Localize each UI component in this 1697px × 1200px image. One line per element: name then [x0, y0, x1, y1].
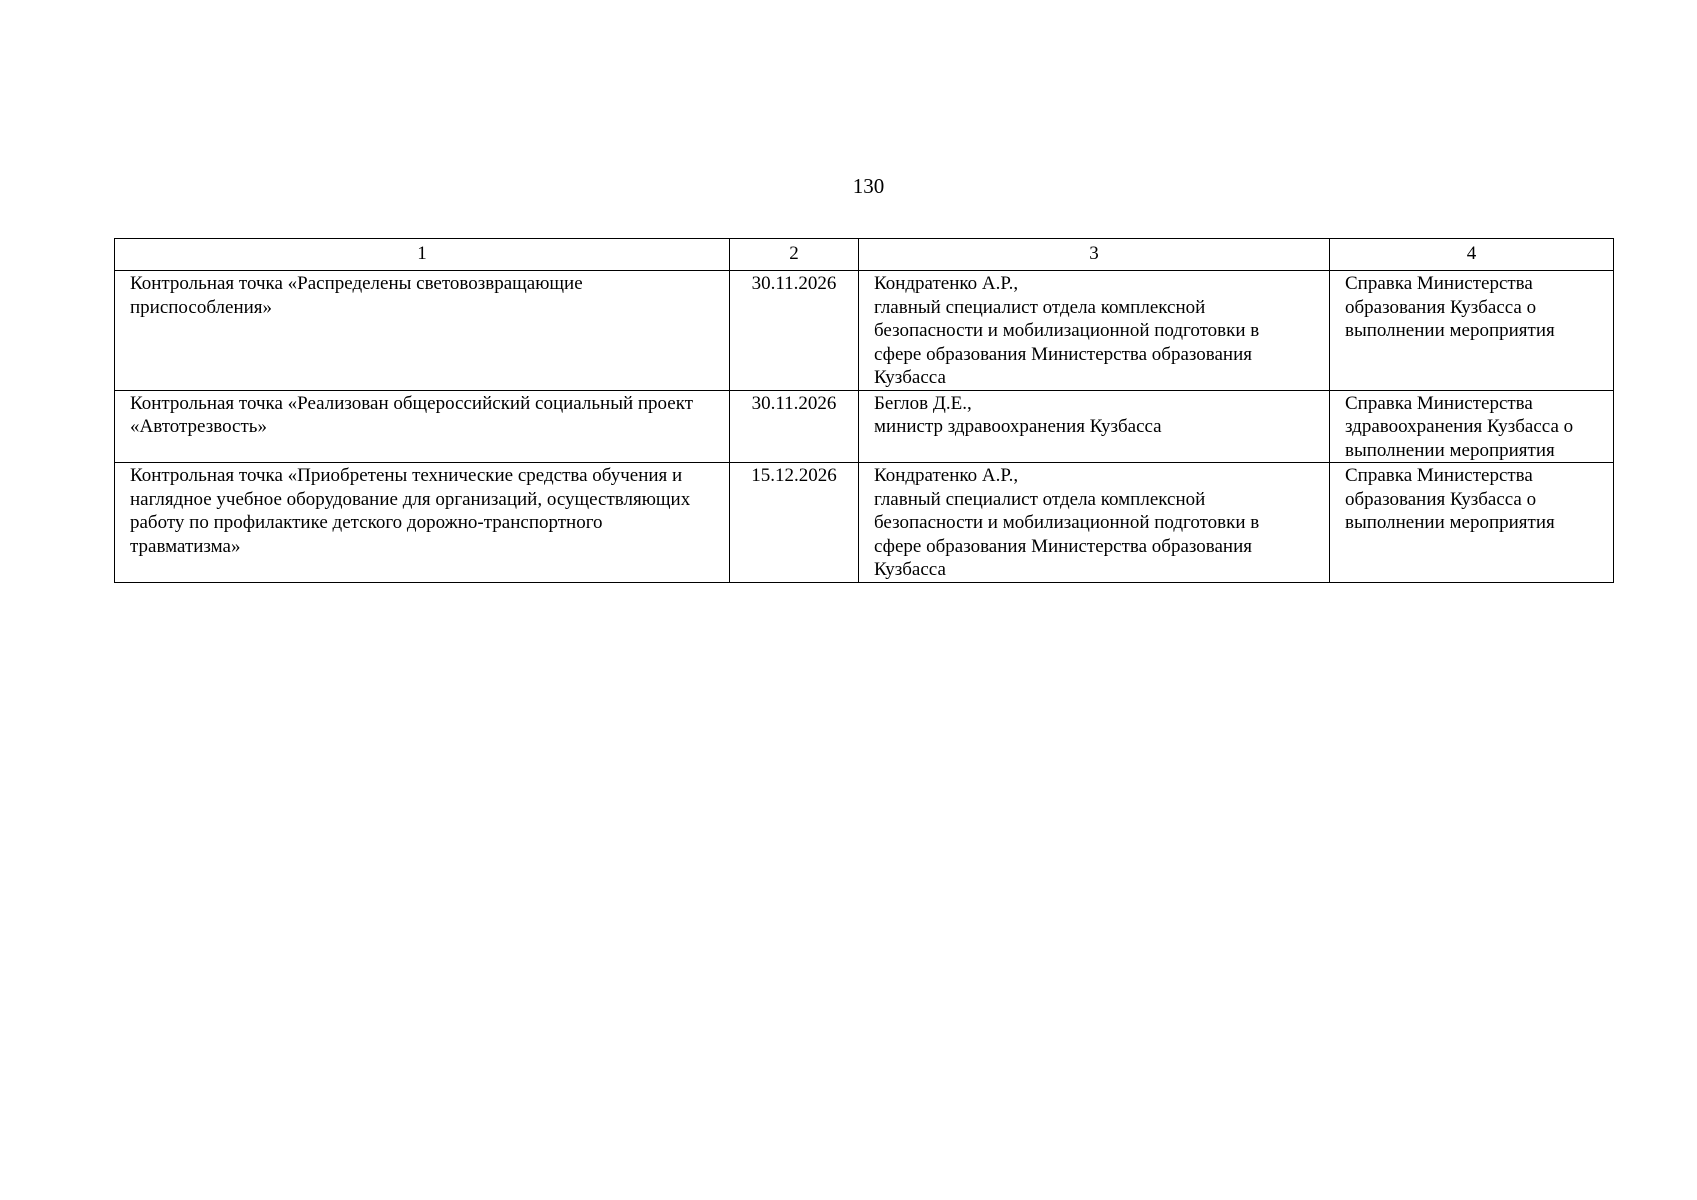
table-row: [115, 463, 1614, 583]
event-cell: Контрольная точка «Распределены световозвращающие приспособления»: [115, 271, 730, 391]
table-row: [115, 390, 1614, 463]
result-cell: Справка Министерства образования Кузбасса о выполнении мероприятия: [1330, 271, 1614, 391]
column-number-4: 4: [1330, 239, 1614, 271]
result-cell: Справка Министерства здравоохранения Кузбасса о выполнении мероприятия: [1330, 390, 1614, 463]
measures-table: [114, 238, 1614, 583]
column-number-2: 2: [730, 239, 859, 271]
event-cell: Контрольная точка «Реализован общероссийский социальный проект «Автотрезвость»: [115, 390, 730, 463]
table-row: [115, 271, 1614, 391]
event-cell: Контрольная точка «Приобретены технические средства обучения и наглядное учебное оборудование для организаций, осуществляющих работу по профилактике детского дорожно-транспортного травматизма»: [115, 463, 730, 583]
responsible-cell: Беглов Д.Е., министр здравоохранения Кузбасса: [859, 390, 1330, 463]
column-number-3: 3: [859, 239, 1330, 271]
table-header-row: [115, 239, 1614, 271]
date-cell: 30.11.2026: [730, 271, 859, 391]
date-cell: 15.12.2026: [730, 463, 859, 583]
responsible-cell: Кондратенко А.Р., главный специалист отдела комплексной безопасности и мобилизационной подготовки в сфере образования Министерства образования Кузбасса: [859, 463, 1330, 583]
column-number-1: 1: [115, 239, 730, 271]
responsible-cell: Кондратенко А.Р., главный специалист отдела комплексной безопасности и мобилизационной подготовки в сфере образования Министерства образования Кузбасса: [859, 271, 1330, 391]
result-cell: Справка Министерства образования Кузбасса о выполнении мероприятия: [1330, 463, 1614, 583]
page-number: 130: [852, 174, 885, 198]
date-cell: 30.11.2026: [730, 390, 859, 463]
